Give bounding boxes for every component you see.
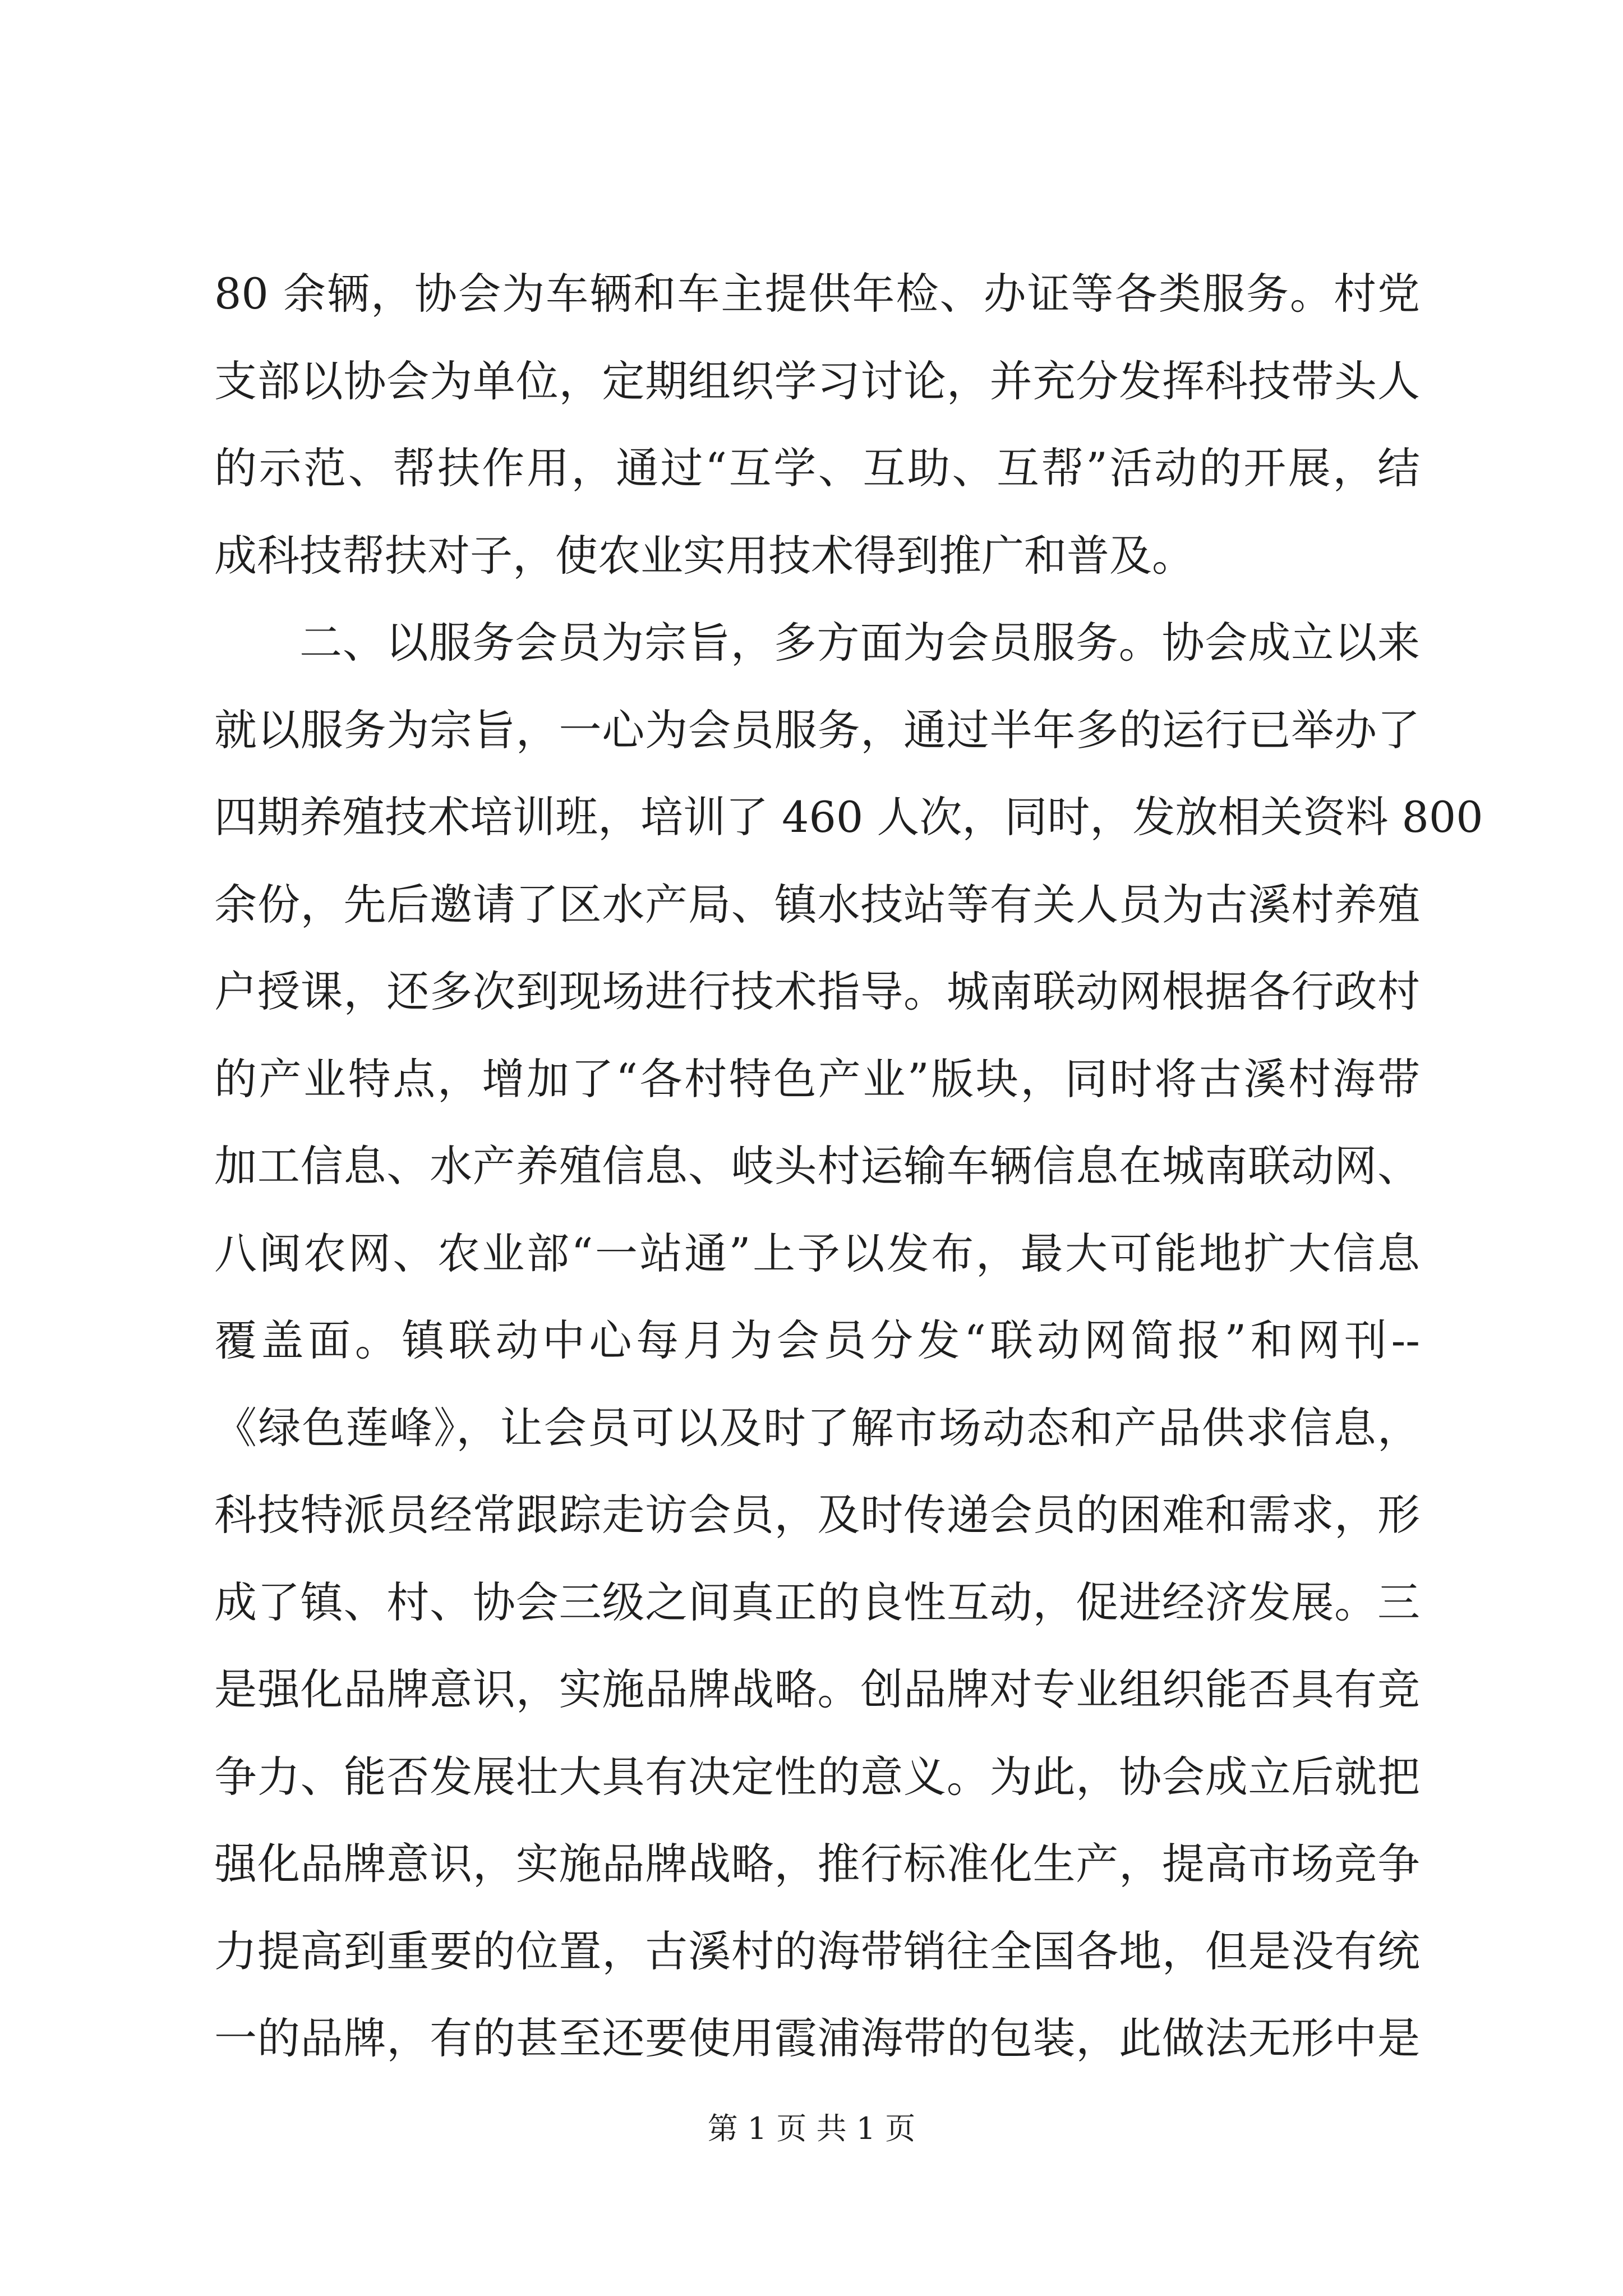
text-line: 支部以协会为单位，定期组织学习讨论，并充分发挥科技带头人 xyxy=(214,356,1420,406)
text-line: 二、以服务会员为宗旨，多方面为会员服务。协会成立以来 xyxy=(299,618,1420,668)
text-line: 成了镇、村、协会三级之间真正的良性互动，促进经济发展。三 xyxy=(214,1577,1420,1627)
text-line: 就以服务为宗旨，一心为会员服务，通过半年多的运行已举办了 xyxy=(214,705,1420,755)
text-line: 户授课，还多次到现场进行技术指导。城南联动网根据各行政村 xyxy=(214,967,1420,1016)
page-footer: 第 1 页 共 1 页 xyxy=(707,2111,916,2146)
text-line: 科技特派员经常跟踪走访会员，及时传递会员的困难和需求，形 xyxy=(214,1490,1420,1540)
text-line: 成科技帮扶对子，使农业实用技术得到推广和普及。 xyxy=(214,530,1195,581)
body-text xyxy=(214,250,1483,2082)
text-line: 的产业特点，增加了“各村特色产业”版块，同时将古溪村海带 xyxy=(214,1053,1420,1104)
text-line: 《绿色莲峰》，让会员可以及时了解市场动态和产品供求信息， xyxy=(214,1402,1420,1453)
text-line: 覆盖面。镇联动中心每月为会员分发“联动网简报”和网刊-- xyxy=(214,1315,1420,1365)
text-line: 是强化品牌意识，实施品牌战略。创品牌对专业组织能否具有竞 xyxy=(214,1664,1420,1714)
text-line: 加工信息、水产养殖信息、岐头村运输车辆信息在城南联动网、 xyxy=(214,1141,1420,1191)
text-line: 余份，先后邀请了区水产局、镇水技站等有关人员为古溪村养殖 xyxy=(214,879,1420,930)
text-line: 强化品牌意识，实施品牌战略，推行标准化生产，提高市场竞争 xyxy=(214,1839,1420,1889)
text-line: 争力、能否发展壮大具有决定性的意义。为此，协会成立后就把 xyxy=(214,1751,1420,1802)
text-line: 四期养殖技术培训班，培训了 460 人次，同时，发放相关资料 800 xyxy=(214,792,1483,842)
text-line: 的示范、帮扶作用，通过“互学、互助、互帮”活动的开展，结 xyxy=(214,443,1420,493)
text-line: 一的品牌，有的甚至还要使用霞浦海带的包装，此做法无形中是 xyxy=(214,2013,1420,2063)
text-line: 80 余辆，协会为车辆和车主提供年检、办证等各类服务。村党 xyxy=(214,269,1420,319)
text-line: 八闽农网、农业部“一站通”上予以发布，最大可能地扩大信息 xyxy=(214,1228,1420,1278)
text-line: 力提高到重要的位置，古溪村的海带销往全国各地，但是没有统 xyxy=(214,1926,1420,1976)
